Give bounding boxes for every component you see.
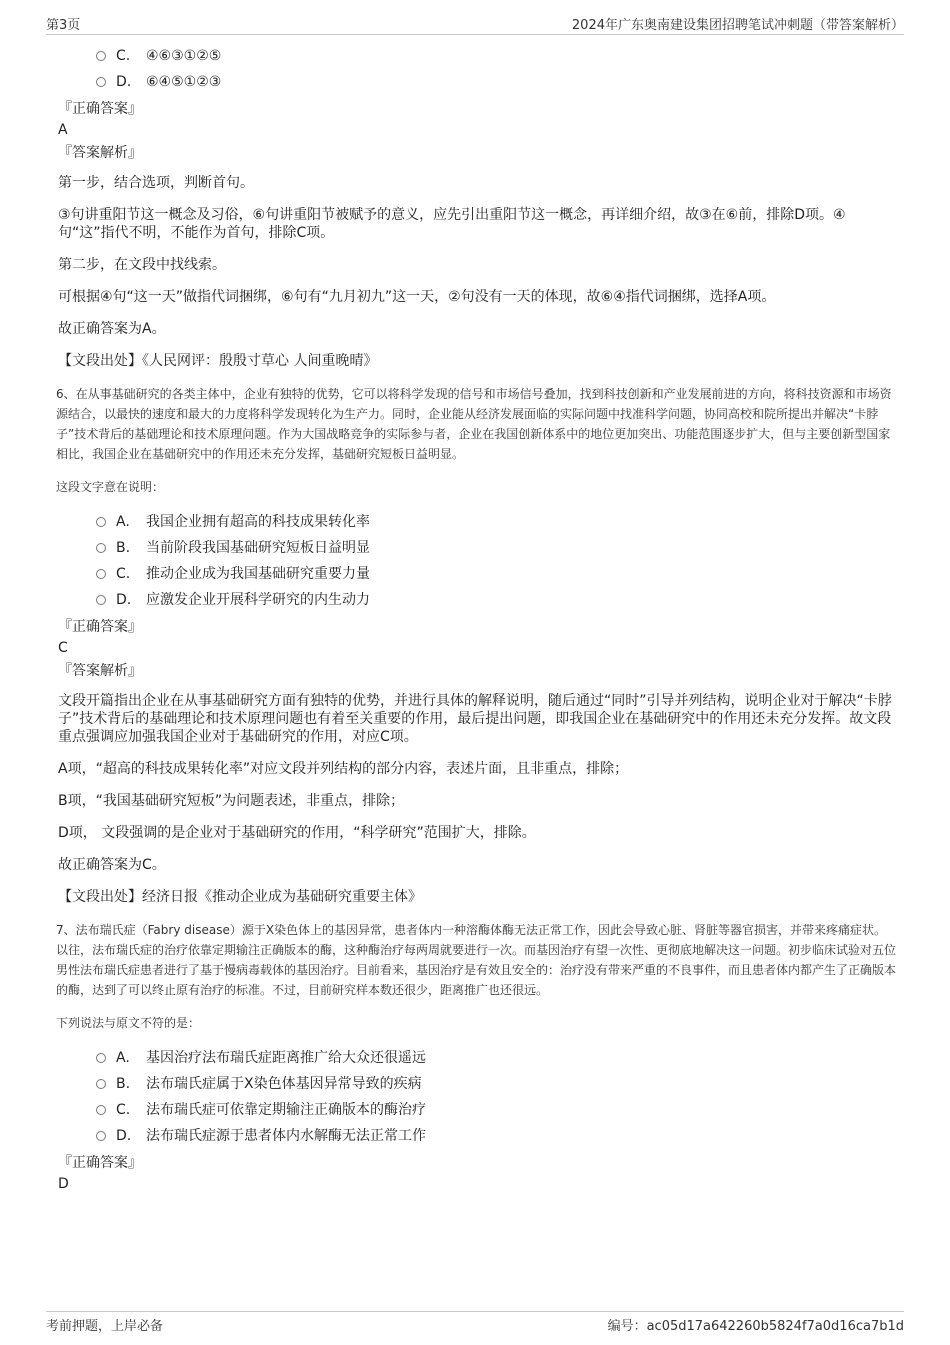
radio-icon[interactable] — [96, 1053, 106, 1063]
page-number: 第3页 — [46, 18, 81, 33]
q7-option-d[interactable]: D. 法布瑞氏症源于患者体内水解酶无法正常工作 — [56, 1124, 896, 1150]
page-header — [46, 12, 904, 35]
question-text: 7、法布瑞氏症（Fabry disease）源于X染色体上的基因异常，患者体内一种溶酶体酶无法正常工作，因此会导致心脏、肾脏等器官损害，并带来疼痛症状。以往，法布瑞氏症的治疗依靠定期输注正确版本的酶，这种酶治疗每两周就要进行一次。而基因治疗有望一次性、更彻底地解决这一问题。初步临床试验对五位男性法布瑞氏症患者进行了基于慢病毒载体的基因治疗。目前看来，基因治疗是有效且安全的：治疗没有带来严重的不良事件，而且患者体内都产生了正确版本的酶，达到了可以终止原有治疗的标准。不过，目前研究样本数还很少，距离推广也还很远。 — [56, 923, 897, 997]
analysis-paragraph: B项，“我国基础研究短板”为问题表述，非重点，排除； — [58, 793, 405, 809]
source-citation: 【文段出处】《人民网评：殷殷寸草心 人间重晚晴》 — [58, 353, 378, 369]
analysis-paragraph: A项，“超高的科技成果转化率”对应文段并列结构的部分内容，表述片面，且非重点，排除； — [58, 761, 629, 777]
analysis-label: 『答案解析』 — [58, 145, 142, 161]
question-prompt: 这段文字意在说明： — [56, 480, 165, 494]
page-content — [56, 44, 896, 1196]
analysis-paragraph: 可根据④句“这一天”做指代词捆绑，⑥句有“九月初九”这一天，②句没有一天的体现，故⑥④指代词捆绑，选择A项。 — [58, 289, 776, 305]
q5-option-c[interactable]: C. ④⑥③①②⑤ — [56, 44, 896, 70]
analysis-paragraph: 第二步，在文段中找线索。 — [58, 257, 226, 273]
q6-options — [56, 510, 896, 614]
analysis-paragraph: 文段开篇指出企业在从事基础研究方面有独特的优势，并进行具体的解释说明，随后通过“同时”引导并列结构，说明企业对于解决“卡脖子”技术背后的基础理论和技术原理问题也有着至关重要的作用，最后提出问题，即我国企业在基础研究中的作用还未充分发挥。故文段重点强调应加强我国企业对于基础研究的作用，对应C项。 — [58, 693, 892, 745]
q7-options — [56, 1046, 896, 1150]
question-prompt: 下列说法与原文不符的是： — [56, 1016, 201, 1030]
radio-icon[interactable] — [96, 517, 106, 527]
radio-icon[interactable] — [96, 77, 106, 87]
radio-icon[interactable] — [96, 1079, 106, 1089]
answer-label: 『正确答案』 — [58, 101, 142, 117]
document-code: 编号：ac05d17a642260b5824f7a0d16ca7b1d — [607, 1319, 904, 1334]
radio-icon[interactable] — [96, 595, 106, 605]
q7-option-b[interactable]: B. 法布瑞氏症属于X染色体基因异常导致的疾病 — [56, 1072, 896, 1098]
q6-option-b[interactable]: B. 当前阶段我国基础研究短板日益明显 — [56, 536, 896, 562]
q7-option-c[interactable]: C. 法布瑞氏症可依靠定期输注正确版本的酶治疗 — [56, 1098, 896, 1124]
analysis-paragraph: 故正确答案为C。 — [58, 857, 166, 873]
answer-label: 『正确答案』 — [58, 619, 142, 635]
analysis-paragraph: ③句讲重阳节这一概念及习俗，⑥句讲重阳节被赋予的意义，应先引出重阳节这一概念，再详细介绍，故③在⑥前，排除D项。④句“这”指代不明，不能作为首句，排除C项。 — [58, 207, 846, 241]
analysis-paragraph: D项， 文段强调的是企业对于基础研究的作用，“科学研究”范围扩大，排除。 — [58, 825, 536, 841]
page-footer — [46, 1311, 904, 1336]
q6-option-a[interactable]: A. 我国企业拥有超高的科技成果转化率 — [56, 510, 896, 536]
q7-option-a[interactable]: A. 基因治疗法布瑞氏症距离推广给大众还很遥远 — [56, 1046, 896, 1072]
source-citation: 【文段出处】经济日报《推动企业成为基础研究重要主体》 — [58, 889, 422, 905]
answer-value: D — [58, 1176, 69, 1192]
q5-options — [56, 44, 896, 96]
footer-slogan: 考前押题，上岸必备 — [46, 1319, 164, 1334]
document-title: 2024年广东奥南建设集团招聘笔试冲刺题（带答案解析） — [571, 18, 904, 33]
q5-option-d[interactable]: D. ⑥④⑤①②③ — [56, 70, 896, 96]
answer-label: 『正确答案』 — [58, 1155, 142, 1171]
answer-value: A — [58, 122, 68, 138]
answer-value: C — [58, 640, 68, 656]
q6-option-d[interactable]: D. 应激发企业开展科学研究的内生动力 — [56, 588, 896, 614]
radio-icon[interactable] — [96, 569, 106, 579]
radio-icon[interactable] — [96, 51, 106, 61]
analysis-label: 『答案解析』 — [58, 663, 142, 679]
analysis-paragraph: 故正确答案为A。 — [58, 321, 166, 337]
radio-icon[interactable] — [96, 543, 106, 553]
analysis-paragraph: 第一步，结合选项，判断首句。 — [58, 175, 254, 191]
q6-option-c[interactable]: C. 推动企业成为我国基础研究重要力量 — [56, 562, 896, 588]
radio-icon[interactable] — [96, 1131, 106, 1141]
radio-icon[interactable] — [96, 1105, 106, 1115]
question-text: 6、在从事基础研究的各类主体中，企业有独特的优势，它可以将科学发现的信号和市场信号叠加，找到科技创新和产业发展前进的方向，将科技资源和市场资源结合，以最快的速度和最大的力度将科学发现转化为生产力。同时，企业能从经济发展面临的实际问题中找准科学问题，协同高校和院所提出并解决“卡脖子”技术背后的基础理论和技术原理问题。作为大国战略竞争的实际参与者，企业在我国创新体系中的地位更加突出、功能范围逐步扩大，但与主要创新型国家相比，我国企业在基础研究中的作用还未充分发挥，基础研究短板日益明显。 — [56, 387, 892, 461]
